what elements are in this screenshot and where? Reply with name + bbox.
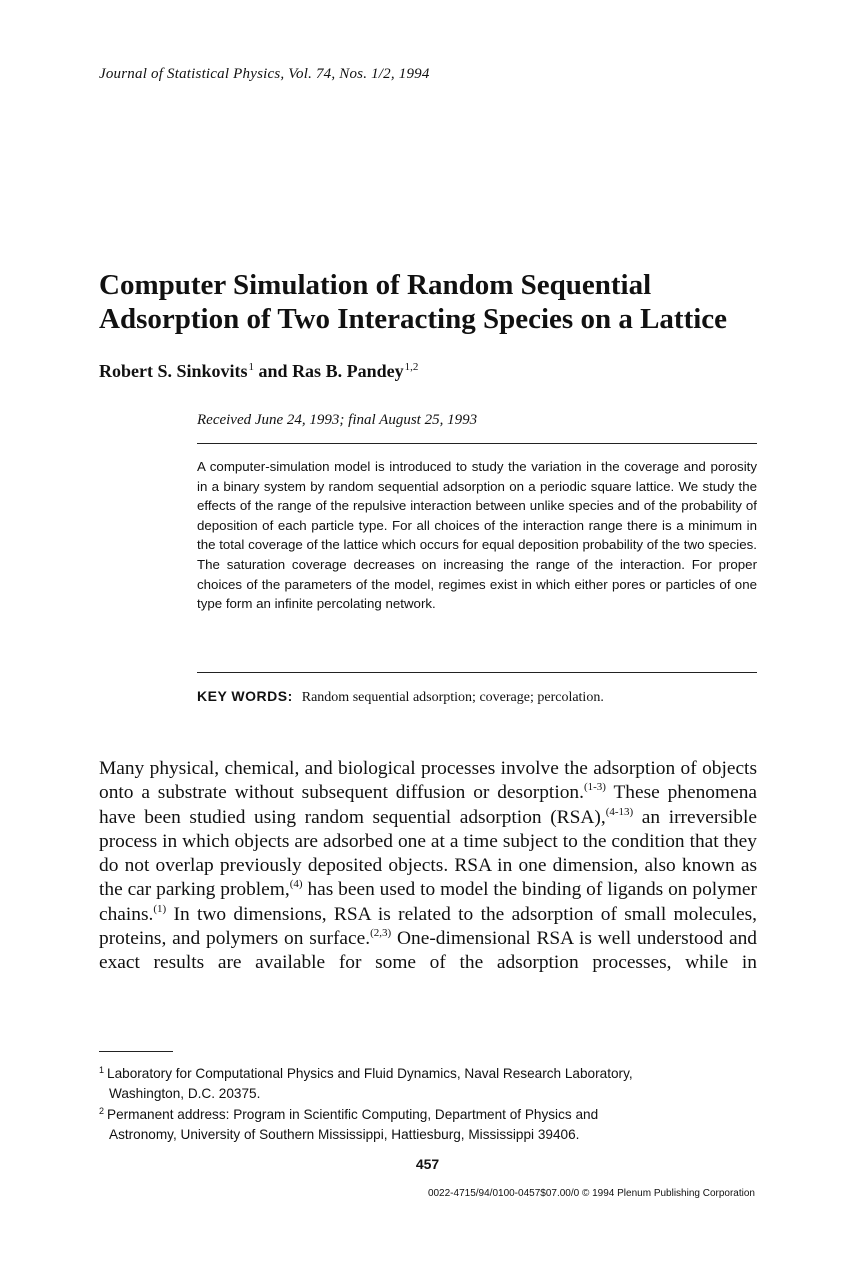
- citation-ref-4: (1): [153, 902, 167, 915]
- author-2: Ras B. Pandey: [292, 361, 404, 381]
- body-paragraph: [99, 757, 757, 976]
- author-list: [99, 361, 418, 382]
- footnote-rule: [99, 1051, 173, 1052]
- author-1: Robert S. Sinkovits: [99, 361, 248, 381]
- footnote-2-line-1: Permanent address: Program in Scientific Computing, Department of Physics and: [107, 1107, 599, 1122]
- body-sentence-1: Many physical, chemical, and biological processes involve the adsorption of objects onto a substrate without subsequent diffusion or desorption.: [99, 758, 757, 804]
- keywords-text: Random sequential adsorption; coverage; percolation.: [301, 690, 604, 705]
- footnote-2-mark: 2: [99, 1106, 105, 1116]
- footnote-1: [99, 1060, 757, 1104]
- citation-ref-5: (2,3): [370, 927, 392, 940]
- author-2-affiliation-mark: 1,2: [404, 361, 419, 373]
- footnote-1-mark: 1: [99, 1065, 105, 1075]
- body-sentence-6: One-dimensional RSA is well understood and exact results are available for some of the adsorption processes, while in: [99, 928, 757, 974]
- body-sentence-5: In two dimensions, RSA is related to the adsorption of small molecules, proteins, and polymers on surface.: [99, 903, 757, 950]
- keywords: [197, 688, 604, 706]
- paper-title: [99, 268, 819, 336]
- body-sentence-2: These phenomena have been studied using random sequential adsorption (RSA),: [99, 782, 757, 828]
- footnote-1-line-2: Washington, D.C. 20375.: [109, 1086, 261, 1101]
- author-conjunction: and: [254, 361, 293, 381]
- keywords-label: KEY WORDS:: [197, 688, 293, 704]
- citation-ref-3: (4): [289, 878, 303, 891]
- abstract-top-rule: [197, 443, 757, 444]
- abstract: A computer-simulation model is introduced to study the variation in the coverage and porosity in a binary system by random sequential adsorption on a periodic square lattice. We study the effects of the range of the repulsive interaction between unlike species and of the probability of deposition of each particle type. For all choices of the interaction range there is a minimum in the total coverage of the lattice which occurs for equal deposition probability of the two species. The saturation coverage decreases on increasing the range of the interaction. For proper choices of the parameters of the model, regimes exist in which either pores or particles of one type form an infinite percolating network.: [197, 459, 757, 612]
- footnote-1-line-1: Laboratory for Computational Physics and Fluid Dynamics, Naval Research Laboratory,: [107, 1066, 633, 1081]
- title-line-2: Adsorption of Two Interacting Species on a Lattice: [99, 303, 728, 335]
- author-1-affiliation-mark: 1: [248, 361, 255, 373]
- page-number: 457: [415, 1156, 440, 1172]
- received-dates: Received June 24, 1993; final August 25, 1993: [197, 412, 478, 428]
- body-sentence-3: an irreversible process in which objects are adsorbed one at a time subject to the condition that they do not overlap previously deposited objects. RSA in one dimension, also known as the car parking problem,: [99, 806, 757, 901]
- copyright-line: 0022-4715/94/0100-0457$07.00/0 © 1994 Plenum Publishing Corporation: [427, 1188, 755, 1199]
- abstract-bottom-rule: [197, 672, 757, 673]
- journal-citation: Journal of Statistical Physics, Vol. 74, Nos. 1/2, 1994: [99, 66, 430, 82]
- citation-ref-2: (4-13): [605, 805, 634, 818]
- body-sentence-4: has been used to model the binding of ligands on polymer chains.: [99, 879, 757, 925]
- title-line-1: Computer Simulation of Random Sequential: [99, 269, 652, 301]
- citation-ref-1: (1-3): [583, 781, 606, 794]
- footnote-2-line-2: Astronomy, University of Southern Mississippi, Hattiesburg, Mississippi 39406.: [109, 1127, 580, 1142]
- footnote-2: [99, 1101, 757, 1145]
